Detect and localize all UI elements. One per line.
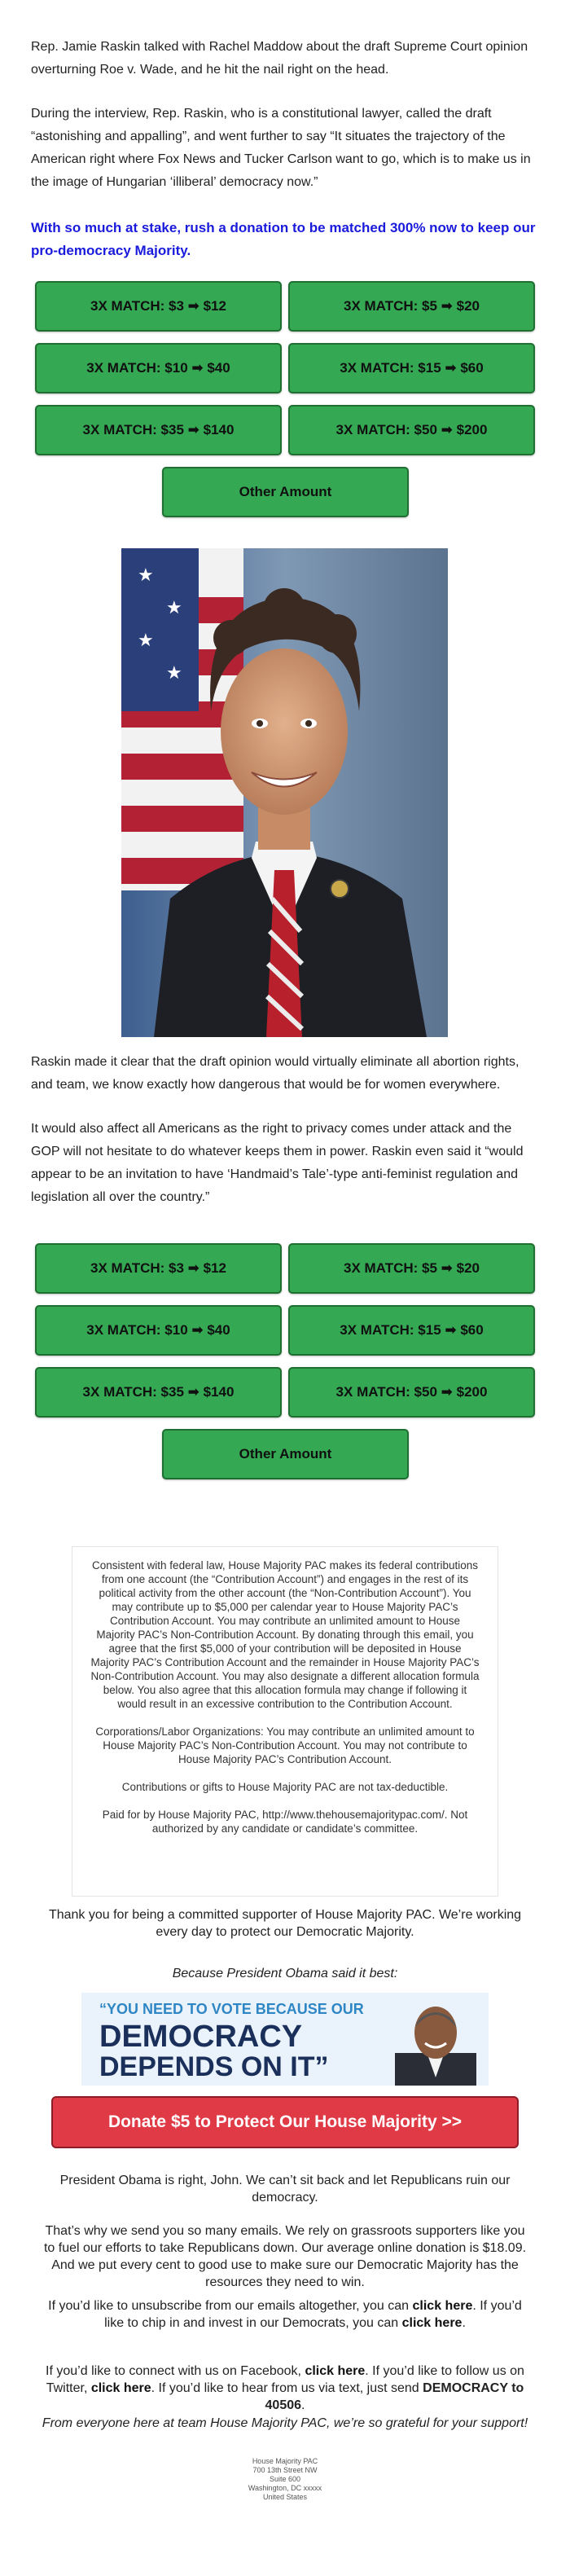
match-3-button[interactable]: 3X MATCH: $3 ➡ $12 <box>35 281 282 332</box>
match-5-button-2[interactable]: 3X MATCH: $5 ➡ $20 <box>288 1243 535 1294</box>
banner-quote-line-2: DEMOCRACY <box>99 2020 303 2054</box>
closing-gratitude-text: From everyone here at team House Majority PAC, we’re so grateful for your support! <box>42 2416 528 2430</box>
match-15-button[interactable]: 3X MATCH: $15 ➡ $60 <box>288 343 535 393</box>
middle-paragraph-2: It would also affect all Americans as the right to privacy comes under attack and the GOP will not hesitate to do whatever keeps them in power. Raskin even said it “would appear to be an invitation to have ‘Handmaid’s Tale’-type anti-feminist regulation and legislation all over the country.” <box>31 1122 524 1204</box>
svg-text:★: ★ <box>138 565 154 585</box>
legal-disclaimer <box>72 1546 498 1897</box>
obama-portrait-icon <box>391 1996 480 2086</box>
donate-5-button[interactable]: Donate $5 to Protect Our House Majority >> <box>51 2096 519 2148</box>
closing-paragraph-2: That’s why we send you so many emails. We rely on grassroots supporters like you to fuel our efforts to take Republicans down. Our average online donation is $18.09. And we put every cent to good use to make sure our Democratic Majority has the resources they need to win. <box>43 2224 527 2289</box>
facebook-text: If you’d like to connect with us on Facebook, <box>46 2364 305 2378</box>
footer-address <box>204 2457 366 2502</box>
text-message-text: . If you’d like to hear from us via text, just send <box>151 2381 423 2395</box>
svg-text:★: ★ <box>166 597 182 618</box>
intro-paragraph-1: Rep. Jamie Raskin talked with Rachel Maddow about the draft Supreme Court opinion overturning Roe v. Wade, and he hit the nail right on the head. <box>31 40 528 77</box>
obama-intro-text: Because President Obama said it best: <box>172 1967 398 1980</box>
disclaimer-corporations-text: Corporations/Labor Organizations: You may contribute an unlimited amount to House Majority PAC’s Non-Contribution Account. You may not contribute to House Majority PAC’s Contribution Account. <box>95 1725 475 1765</box>
donation-cta-link[interactable]: With so much at stake, rush a donation to be matched 300% now to keep our pro-democracy Majority. <box>31 220 536 258</box>
closing-paragraph-4 <box>39 2363 531 2414</box>
raskin-portrait-photo <box>121 548 448 1037</box>
thank-you-text: Thank you for being a committed supporter of House Majority PAC. We’re working every day to protect our Democratic Majority. <box>48 1908 522 1939</box>
text-code: DEMOCRACY to 40506 <box>265 2381 524 2412</box>
obama-quote-banner <box>81 1993 489 2086</box>
period-text: . <box>462 2316 466 2330</box>
match-10-button[interactable]: 3X MATCH: $10 ➡ $40 <box>35 343 282 393</box>
other-amount-button-2[interactable]: Other Amount <box>162 1429 409 1479</box>
match-10-button-2[interactable]: 3X MATCH: $10 ➡ $40 <box>35 1305 282 1356</box>
match-35-button[interactable]: 3X MATCH: $35 ➡ $140 <box>35 405 282 455</box>
svg-text:★: ★ <box>138 630 154 650</box>
footer-street: 700 13th Street NW <box>252 2466 318 2474</box>
match-35-button-2[interactable]: 3X MATCH: $35 ➡ $140 <box>35 1367 282 1418</box>
footer-org-name: House Majority PAC <box>252 2457 318 2465</box>
footer-city: Washington, DC xxxxx <box>248 2484 322 2492</box>
twitter-text: . If you’d like to follow us on Twitter, <box>46 2364 524 2395</box>
disclaimer-paid-for-text: Paid for by House Majority PAC, http://www.thehousemajoritypac.com/. Not authorized by any candidate or candidate’s committee. <box>102 1809 468 1835</box>
closing-paragraph-3 <box>39 2297 531 2332</box>
match-50-button-2[interactable]: 3X MATCH: $50 ➡ $200 <box>288 1367 535 1418</box>
match-15-button-2[interactable]: 3X MATCH: $15 ➡ $60 <box>288 1305 535 1356</box>
chip-in-text: . If you’d like to chip in and invest in our Democrats, you can <box>104 2299 522 2330</box>
chip-in-link[interactable]: click here <box>401 2316 463 2330</box>
banner-quote-line-3: DEPENDS ON IT” <box>99 2051 329 2082</box>
disclaimer-tax-text: Contributions or gifts to House Majority PAC are not tax-deductible. <box>121 1781 449 1793</box>
facebook-link[interactable]: click here <box>305 2364 366 2378</box>
closing-paragraph-1: President Obama is right, John. We can’t sit back and let Republicans ruin our democracy. <box>59 2174 511 2205</box>
unsubscribe-text: If you’d like to unsubscribe from our emails altogether, you can <box>48 2299 413 2313</box>
twitter-link[interactable]: click here <box>90 2381 151 2395</box>
match-3-button-2[interactable]: 3X MATCH: $3 ➡ $12 <box>35 1243 282 1294</box>
footer-country: United States <box>262 2493 308 2501</box>
match-5-button[interactable]: 3X MATCH: $5 ➡ $20 <box>288 281 535 332</box>
intro-paragraph-2: During the interview, Rep. Raskin, who is a constitutional lawyer, called the draft “astonishing and appalling”, and went further to say “It situates the trajectory of the American right where Fox News and Tucker Carlson want to go, which is to make us in the image of Hungarian ‘illiberal’ democracy now.” <box>31 107 531 189</box>
disclaimer-contribution-text: Consistent with federal law, House Majority PAC makes its federal contributions from one account (the “Contribution Account”) and engages in the rest of its political activity from the other account (the “Non-Contribution Account”). You may contribute up to $5,000 per calendar year to House Majority PAC’s Contribution Account. You may contribute an unlimited amount to House Majority PAC’s Non-Contribution Account. By donating through this email, you agree that the first $5,000 of your contribution will be deposited in House Majority PAC’s Contribution Account and the remainder in House Majority PAC’s Non-Contribution Account. You may also designate a different allocation formula below. You also agree that this allocation formula may change if following it would result in an excessive contribution to the Contribution Account. <box>90 1559 480 1710</box>
svg-text:★: ★ <box>166 662 182 683</box>
middle-paragraph-1: Raskin made it clear that the draft opinion would virtually eliminate all abortion rights, and team, we know exactly how dangerous that would be for women everywhere. <box>31 1055 520 1092</box>
unsubscribe-link[interactable]: click here <box>412 2299 473 2313</box>
footer-suite: Suite 600 <box>269 2475 301 2483</box>
banner-quote-line-1: “YOU NEED TO VOTE BECAUSE OUR <box>99 2001 364 2017</box>
match-50-button[interactable]: 3X MATCH: $50 ➡ $200 <box>288 405 535 455</box>
period-text-2: . <box>301 2398 305 2412</box>
other-amount-button[interactable]: Other Amount <box>162 467 409 517</box>
